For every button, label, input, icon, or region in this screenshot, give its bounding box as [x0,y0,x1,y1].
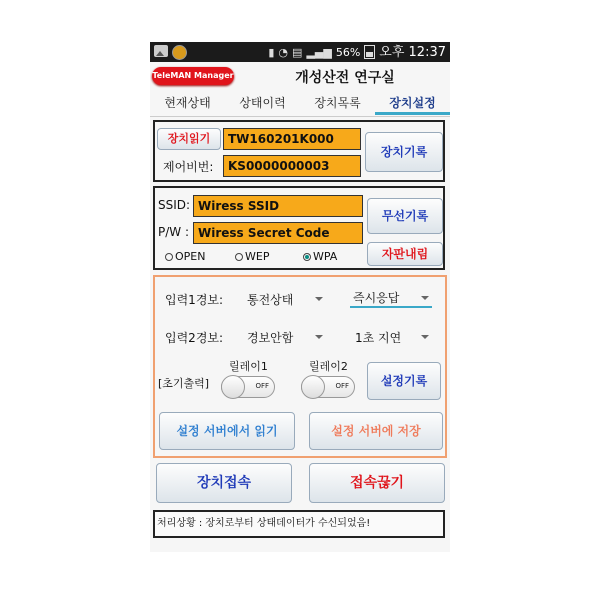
input2-delay-dropdown-icon [421,335,429,339]
save-to-server-button[interactable]: 설정 서버에 저장 [309,412,443,450]
password-field[interactable]: KS0000000003 [223,155,361,177]
app-notification-icon [172,45,187,60]
tab-device-settings[interactable]: 장치설정 [389,96,436,110]
connect-device-button[interactable]: 장치접속 [156,463,292,503]
clock: 오후 12:37 [379,44,446,60]
relay2-toggle[interactable] [301,376,355,398]
relay2-label: 릴레이2 [309,360,348,373]
input2-label: 입력2경보: [165,331,224,345]
radio-circle-wpa [303,253,311,261]
input1-select[interactable]: 통전상태 [247,293,294,307]
ssid-field[interactable]: Wiress SSID [193,195,363,217]
relay1-toggle-knob [221,375,245,399]
input2-delay-select[interactable]: 1초 지연 [355,331,402,345]
wireless-panel [153,186,445,270]
relay2-toggle-knob [301,375,325,399]
app-title: 개성산전 연구실 [295,70,395,86]
security-open-label: OPEN [175,250,206,263]
relay-row [153,356,447,408]
tab-status-history[interactable]: 상태이력 [239,96,286,110]
password-label: 제어비번: [163,160,214,174]
alarm-input2-row [153,315,447,358]
input1-response-dropdown-icon [421,296,429,300]
app-bar [150,62,450,90]
relay2-state: OFF [335,382,349,390]
security-open-radio[interactable] [165,250,205,263]
input2-select[interactable]: 경보안함 [247,331,294,345]
keypad-down-button[interactable]: 자판내림 [367,242,443,266]
device-read-button[interactable]: 장치읽기 [157,128,221,150]
sim-card-icon: ▮ [268,45,275,59]
relay1-state: OFF [255,382,269,390]
battery-icon [364,45,375,59]
initial-output-label: [초기출력] [158,377,210,390]
device-panel [153,120,445,182]
radio-circle-open [165,253,173,261]
server-row [153,406,447,458]
device-id-field[interactable]: TW160201K000 [223,128,361,150]
status-bar [150,42,450,62]
app-logo[interactable]: TeleMAN Manager [152,67,234,85]
tab-device-list[interactable]: 장치목록 [314,96,361,110]
security-wep-label: WEP [245,250,270,263]
phone-screen [150,42,450,552]
security-wpa-label: WPA [313,250,338,263]
input1-dropdown-icon [315,297,323,301]
relay1-toggle[interactable] [221,376,275,398]
radio-circle-wep [235,253,243,261]
relay-save-button[interactable]: 설정기록 [367,362,441,400]
gallery-icon [154,45,168,57]
security-wep-radio[interactable] [235,250,269,263]
tab-bar [150,90,450,117]
wireless-register-button[interactable]: 무선기록 [367,198,443,234]
device-register-button[interactable]: 장치기록 [365,132,443,172]
data-icon: ▤ [292,45,303,59]
pw-label: P/W : [158,225,190,239]
pw-field[interactable]: Wiress Secret Code [193,222,363,244]
tab-current-status[interactable]: 현재상태 [164,96,211,110]
input2-dropdown-icon [315,335,323,339]
security-wpa-radio[interactable] [303,250,337,263]
wifi-icon: ◔ [278,45,289,59]
battery-percent: 56% [335,45,361,59]
signal-icon: ▂▄▆ [306,45,332,59]
read-from-server-button[interactable]: 설정 서버에서 읽기 [159,412,295,450]
relay1-label: 릴레이1 [229,360,268,373]
input1-response-select[interactable]: 즉시응답 [353,291,400,305]
alarm-input1-row [153,275,447,317]
disconnect-button[interactable]: 접속끊기 [309,463,445,503]
input1-response-underline [350,306,432,308]
ssid-label: SSID: [158,198,191,212]
input1-label: 입력1경보: [165,293,224,307]
active-tab-indicator [375,112,450,115]
processing-status: 처리상황 : 장치로부터 상태데이터가 수신되었음! [153,510,445,538]
